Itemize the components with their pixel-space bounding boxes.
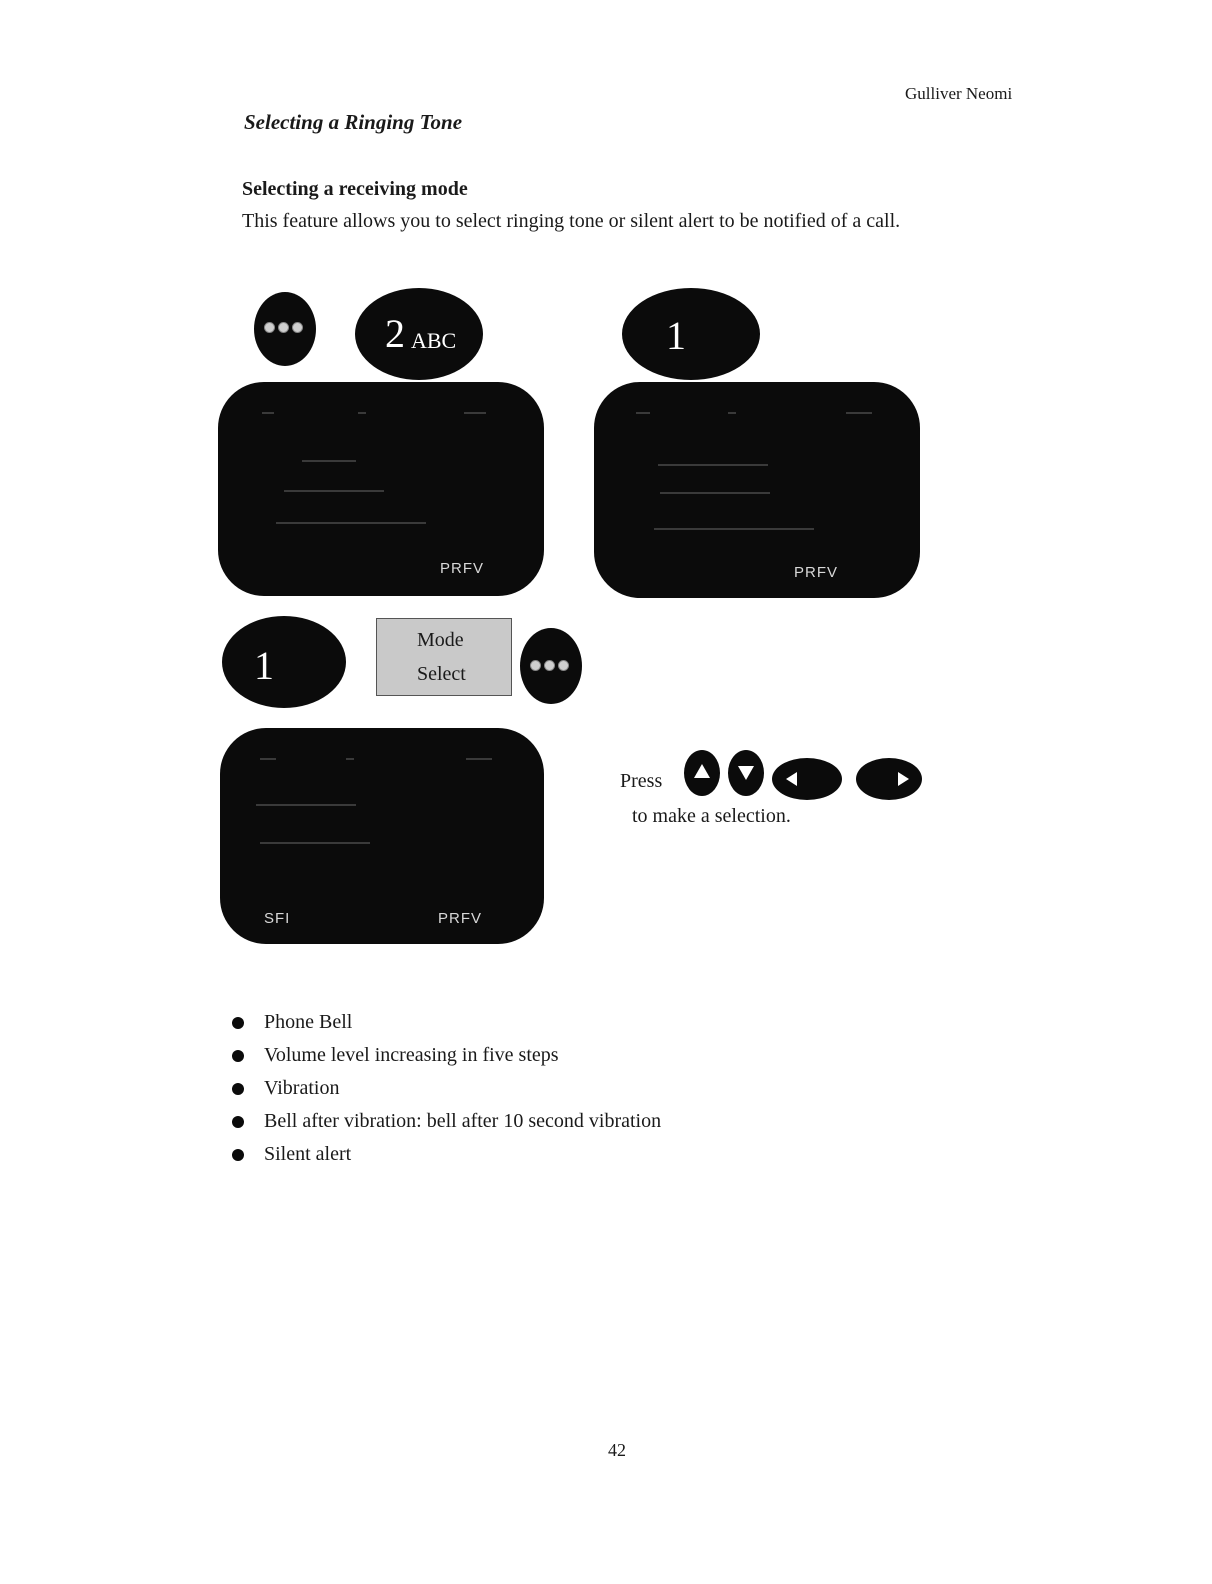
mode-select-key <box>376 618 512 696</box>
section-title: Selecting a Ringing Tone <box>244 110 463 134</box>
up-arrow-icon <box>684 750 720 796</box>
key-1-icon <box>222 616 346 708</box>
key-1-bottom-digit: 1 <box>254 643 274 688</box>
press-label: Press <box>620 770 663 792</box>
list-item: Silent alert <box>232 1140 661 1173</box>
screen-2-softkey: PRFV <box>794 564 839 581</box>
right-arrow-icon <box>856 758 922 800</box>
screen-1-softkey: PRFV <box>440 560 485 577</box>
ringing-options-list <box>232 1008 661 1173</box>
key-1-top-digit: 1 <box>666 313 686 358</box>
list-item: Bell after vibration: bell after 10 second vibration <box>232 1107 661 1140</box>
list-item: Phone Bell <box>232 1008 661 1041</box>
down-arrow-icon <box>728 750 764 796</box>
product-name: Gulliver Neomi <box>905 84 1013 103</box>
page-number: 42 <box>608 1440 626 1460</box>
phone-screen-2 <box>594 382 920 598</box>
menu-key-icon <box>520 628 582 704</box>
mode-select-line2: Select <box>417 663 466 685</box>
selection-instruction: to make a selection. <box>632 805 791 827</box>
intro-text: This feature allows you to select ringing tone or silent alert to be notified of a call. <box>242 210 901 232</box>
mode-select-line1: Mode <box>417 629 464 651</box>
key-2-digit: 2 <box>385 311 405 356</box>
list-item: Volume level increasing in five steps <box>232 1041 661 1074</box>
screen-3-softkey-left: SFI <box>264 910 291 927</box>
subheading: Selecting a receiving mode <box>242 178 468 200</box>
left-arrow-icon <box>772 758 842 800</box>
screen-3-softkey-right: PRFV <box>438 910 483 927</box>
list-item: Vibration <box>232 1074 661 1107</box>
menu-key-icon <box>254 292 316 366</box>
phone-screen-1 <box>218 382 544 596</box>
key-2-letters: ABC <box>411 328 457 353</box>
key-2-icon <box>355 288 483 380</box>
key-1-icon <box>622 288 760 380</box>
phone-screen-3 <box>220 728 544 944</box>
